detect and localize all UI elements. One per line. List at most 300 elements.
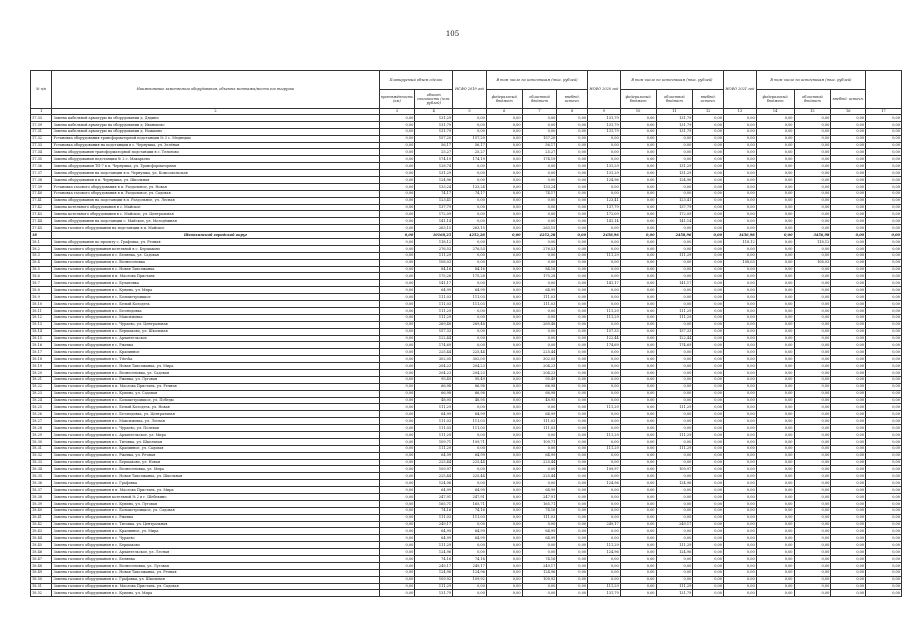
row-name: Замена газового оборудования в с. Чураево, ул. Центральная xyxy=(52,321,379,328)
row-value: 0,00 xyxy=(588,556,621,563)
row-number: 18.19 xyxy=(31,363,52,370)
row-value: 0,00 xyxy=(379,156,415,163)
row-value: 0,00 xyxy=(379,211,415,218)
row-value: 0,00 xyxy=(794,487,831,494)
row-value: 0,00 xyxy=(379,397,415,404)
row-value: 131,29 xyxy=(415,115,453,122)
row-value: 0,00 xyxy=(831,397,866,404)
row-value: 64,99 xyxy=(453,487,487,494)
row-value: 0,00 xyxy=(557,149,588,156)
table-row xyxy=(31,266,902,273)
row-value: 0,00 xyxy=(557,321,588,328)
row-value: 66,98 xyxy=(415,383,453,390)
row-value: 0,00 xyxy=(724,549,757,556)
row-value: 0,00 xyxy=(453,177,487,184)
row-value: 111,29 xyxy=(588,542,621,549)
row-value: 0,00 xyxy=(724,190,757,197)
row-number: 18.21 xyxy=(31,376,52,383)
row-value: 0,00 xyxy=(620,149,656,156)
row-name: Замена газового оборудования в с. Белянка xyxy=(52,556,379,563)
row-value: 0,00 xyxy=(522,211,557,218)
row-value: 0,00 xyxy=(794,452,831,459)
row-value: 0,00 xyxy=(756,549,794,556)
row-value: 0,00 xyxy=(693,528,724,535)
row-value: 0,00 xyxy=(794,294,831,301)
row-value: 0,00 xyxy=(557,390,588,397)
row-value: 0,00 xyxy=(486,397,522,404)
row-value: 0,00 xyxy=(557,404,588,411)
row-value: 0,00 xyxy=(693,562,724,569)
row-value: 111,29 xyxy=(588,445,621,452)
row-value: 0,00 xyxy=(557,245,588,252)
row-value: 0,00 xyxy=(588,301,621,308)
column-index-cell: 17 xyxy=(866,109,902,115)
row-value: 0,00 xyxy=(724,252,757,259)
row-value: 0,00 xyxy=(557,425,588,432)
table-row xyxy=(31,121,902,128)
row-value: 0,00 xyxy=(866,225,902,232)
row-value: 0,00 xyxy=(379,225,415,232)
row-value: 0,00 xyxy=(693,280,724,287)
row-value: 0,00 xyxy=(794,569,831,576)
table-row xyxy=(31,549,902,556)
row-value: 174,19 xyxy=(522,156,557,163)
row-name: Замена газового оборудования в с. Титовка, ул. Школьная xyxy=(52,438,379,445)
row-value: 0,00 xyxy=(620,500,656,507)
row-value: 109,92 xyxy=(522,576,557,583)
row-value: 131,29 xyxy=(656,170,693,177)
row-value: 0,00 xyxy=(831,535,866,542)
row-value: 0,00 xyxy=(831,245,866,252)
row-value: 0,00 xyxy=(831,556,866,563)
row-value: 0,00 xyxy=(379,218,415,225)
row-value: 0,00 xyxy=(724,390,757,397)
row-value: 0,00 xyxy=(557,418,588,425)
row-number: 17.34 xyxy=(31,149,52,156)
row-value: 124,96 xyxy=(415,480,453,487)
table-row xyxy=(31,383,902,390)
row-value: 0,00 xyxy=(486,287,522,294)
row-number: 17.38 xyxy=(31,177,52,184)
row-value: 0,00 xyxy=(831,156,866,163)
row-value: 0,00 xyxy=(379,383,415,390)
row-value: 0,00 xyxy=(756,252,794,259)
header-extra-2020: внебюд. источн. xyxy=(693,90,724,109)
row-name: Замена газового оборудования в с. Безлюдовка xyxy=(52,307,379,314)
row-value: 2458,96 xyxy=(588,232,621,239)
row-value: 0,00 xyxy=(724,500,757,507)
row-value: 0,00 xyxy=(693,314,724,321)
row-value: 0,00 xyxy=(724,197,757,204)
row-value: 0,00 xyxy=(453,342,487,349)
row-value: 0,00 xyxy=(756,225,794,232)
row-value: 0,00 xyxy=(620,438,656,445)
row-value: 74,16 xyxy=(453,507,487,514)
table-row xyxy=(31,301,902,308)
row-value: 0,00 xyxy=(557,266,588,273)
row-value: 0,00 xyxy=(794,466,831,473)
row-value: 0,00 xyxy=(486,418,522,425)
row-name: Замена газового оборудования в с. Вознесеновка xyxy=(52,259,379,266)
row-value: 0,00 xyxy=(486,142,522,149)
row-value: 0,00 xyxy=(486,562,522,569)
row-value: 111,03 xyxy=(453,294,487,301)
row-value: 0,00 xyxy=(756,301,794,308)
row-value: 0,00 xyxy=(486,549,522,556)
row-value: 0,00 xyxy=(866,314,902,321)
row-value: 0,00 xyxy=(557,170,588,177)
row-value: 247,91 xyxy=(453,493,487,500)
row-value: 0,00 xyxy=(522,445,557,452)
row-value: 111,03 xyxy=(415,294,453,301)
row-value: 0,00 xyxy=(724,452,757,459)
row-value: 111,29 xyxy=(656,404,693,411)
row-value: 0,00 xyxy=(756,562,794,569)
row-value: 0,00 xyxy=(588,376,621,383)
row-value: 0,00 xyxy=(866,342,902,349)
row-name: Замена газового оборудования в с. Новая Таволжанка, ул. Мира xyxy=(52,363,379,370)
row-name: Замена газового оборудования в с. Вознесеновка, ул. Луговая xyxy=(52,562,379,569)
row-value: 0,00 xyxy=(831,569,866,576)
row-number: 17.43 xyxy=(31,211,52,218)
row-value: 0,00 xyxy=(656,356,693,363)
row-value: 0,00 xyxy=(756,135,794,142)
row-value: 0,00 xyxy=(486,376,522,383)
table-row xyxy=(31,211,902,218)
row-value: 0,00 xyxy=(866,445,902,452)
row-value: 111,29 xyxy=(415,314,453,321)
row-value: 0,00 xyxy=(724,328,757,335)
row-value: 0,00 xyxy=(379,259,415,266)
row-value: 0,00 xyxy=(486,404,522,411)
row-value: 0,00 xyxy=(379,452,415,459)
row-value: 0,00 xyxy=(831,197,866,204)
row-value: 0,00 xyxy=(656,156,693,163)
table-row xyxy=(31,307,902,314)
row-value: 0,00 xyxy=(756,245,794,252)
table-row xyxy=(31,459,902,466)
row-value: 124,96 xyxy=(415,177,453,184)
row-value: 0,00 xyxy=(379,266,415,273)
row-value: 0,00 xyxy=(831,280,866,287)
row-value: 0,00 xyxy=(794,115,831,122)
row-value: 0,00 xyxy=(486,535,522,542)
row-value: 0,00 xyxy=(724,245,757,252)
row-value: 0,00 xyxy=(693,225,724,232)
row-name: Замена газового оборудования в с. Большетроицкое, ул. Садовая xyxy=(52,507,379,514)
row-number: 18.48 xyxy=(31,562,52,569)
row-name: Замена газового оборудования в с. Купино, ул. Луговая xyxy=(52,500,379,507)
row-value: 0,00 xyxy=(693,369,724,376)
row-value: 0,00 xyxy=(620,383,656,390)
row-value: 131,29 xyxy=(588,170,621,177)
row-value: 123,41 xyxy=(415,197,453,204)
row-value: 0,00 xyxy=(453,128,487,135)
row-value: 0,00 xyxy=(656,514,693,521)
row-number: 18.24 xyxy=(31,397,52,404)
row-value: 0,00 xyxy=(831,128,866,135)
row-value: 133,24 xyxy=(522,183,557,190)
row-value: 0,00 xyxy=(724,307,757,314)
row-value: 124,96 xyxy=(588,549,621,556)
row-value: 0,00 xyxy=(557,307,588,314)
row-value: 0,00 xyxy=(379,473,415,480)
row-value: 0,00 xyxy=(486,321,522,328)
row-value: 0,00 xyxy=(620,183,656,190)
row-value: 3456,98 xyxy=(724,232,757,239)
row-value: 0,00 xyxy=(866,404,902,411)
row-name: Установка газового оборудования в п. Раздольное, ул. Новая xyxy=(52,183,379,190)
row-number: 18.45 xyxy=(31,542,52,549)
row-value: 0,00 xyxy=(756,438,794,445)
row-value: 0,00 xyxy=(724,556,757,563)
row-value: 0,00 xyxy=(693,128,724,135)
row-value: 0,00 xyxy=(831,163,866,170)
row-value: 64,99 xyxy=(522,287,557,294)
row-value: 0,00 xyxy=(620,273,656,280)
row-value: 0,00 xyxy=(724,521,757,528)
row-value: 157,20 xyxy=(415,135,453,142)
row-value: 0,00 xyxy=(379,197,415,204)
table-row xyxy=(31,225,902,232)
row-value: 0,00 xyxy=(620,507,656,514)
row-value: 0,00 xyxy=(794,349,831,356)
row-number: 17.39 xyxy=(31,183,52,190)
row-value: 0,00 xyxy=(693,211,724,218)
row-value: 0,00 xyxy=(724,411,757,418)
row-value: 0,00 xyxy=(724,301,757,308)
row-value: 0,00 xyxy=(557,115,588,122)
row-number: 18.40 xyxy=(31,507,52,514)
row-value: 0,00 xyxy=(724,280,757,287)
row-value: 0,00 xyxy=(620,328,656,335)
row-value: 0,00 xyxy=(557,500,588,507)
row-value: 172,09 xyxy=(415,211,453,218)
header-num: № п/п xyxy=(31,71,52,109)
row-value: 0,00 xyxy=(620,266,656,273)
row-value: 0,00 xyxy=(794,204,831,211)
row-value: 124,96 xyxy=(588,480,621,487)
row-value: 0,00 xyxy=(756,183,794,190)
row-name: Замена оборудования на подстанции с. Майское, ул. Молодёжная xyxy=(52,218,379,225)
row-value: 0,00 xyxy=(620,225,656,232)
row-value: 0,00 xyxy=(557,438,588,445)
column-index-cell: 5 xyxy=(453,109,487,115)
row-value: 0,00 xyxy=(486,590,522,597)
row-value: 0,00 xyxy=(756,177,794,184)
row-value: 0,00 xyxy=(379,493,415,500)
row-value: 0,00 xyxy=(866,514,902,521)
header-length: протяжённость (км) xyxy=(379,90,415,109)
row-value: 0,00 xyxy=(453,115,487,122)
row-value: 0,00 xyxy=(756,383,794,390)
row-value: 0,00 xyxy=(693,452,724,459)
row-value: 0,00 xyxy=(486,583,522,590)
row-value: 0,00 xyxy=(831,301,866,308)
row-value: 0,00 xyxy=(794,280,831,287)
row-value: 0,00 xyxy=(724,397,757,404)
row-value: 74,17 xyxy=(453,190,487,197)
row-value: 0,00 xyxy=(693,190,724,197)
row-value: 0,00 xyxy=(693,480,724,487)
row-value: 0,00 xyxy=(794,211,831,218)
row-name: Замена оборудования в п. Чернушка, ул. Школьная xyxy=(52,177,379,184)
row-value: 0,00 xyxy=(656,535,693,542)
row-value: 0,00 xyxy=(557,328,588,335)
row-value: 111,29 xyxy=(415,542,453,549)
row-number: 18.43 xyxy=(31,528,52,535)
row-value: 0,00 xyxy=(831,493,866,500)
row-value: 0,00 xyxy=(486,135,522,142)
row-value: 64,99 xyxy=(415,452,453,459)
row-value: 276,53 xyxy=(453,245,487,252)
row-value: 0,00 xyxy=(620,569,656,576)
row-value: 0,00 xyxy=(620,356,656,363)
row-value: 0,00 xyxy=(724,273,757,280)
row-value: 0,00 xyxy=(620,204,656,211)
row-value: 0,00 xyxy=(453,583,487,590)
row-number: 18.41 xyxy=(31,514,52,521)
row-value: 111,29 xyxy=(656,431,693,438)
column-index-cell: 2 xyxy=(52,109,379,115)
row-value: 0,00 xyxy=(588,266,621,273)
row-value: 0,00 xyxy=(693,245,724,252)
row-value: 0,00 xyxy=(379,376,415,383)
row-value: 0,00 xyxy=(656,369,693,376)
row-value: 0,00 xyxy=(557,583,588,590)
row-value: 0,00 xyxy=(756,266,794,273)
row-value: 111,29 xyxy=(415,583,453,590)
row-value: 0,00 xyxy=(486,128,522,135)
row-value: 0,00 xyxy=(831,576,866,583)
row-value: 0,00 xyxy=(831,121,866,128)
row-value: 0,00 xyxy=(756,328,794,335)
row-value: 0,00 xyxy=(831,363,866,370)
row-value: 0,00 xyxy=(379,232,415,239)
row-value: 249,17 xyxy=(453,562,487,569)
row-value: 137,79 xyxy=(588,204,621,211)
header-empty xyxy=(866,71,902,109)
row-value: 0,00 xyxy=(486,349,522,356)
row-name: Замена газового оборудования котельной № 2 в г. Шебекино xyxy=(52,493,379,500)
row-value: 0,00 xyxy=(693,321,724,328)
row-value: 111,03 xyxy=(453,425,487,432)
table-row xyxy=(31,542,902,549)
row-value: 0,00 xyxy=(866,459,902,466)
row-value: 0,00 xyxy=(656,183,693,190)
row-value: 0,00 xyxy=(831,562,866,569)
row-value: 276,53 xyxy=(522,245,557,252)
row-number: 18.34 xyxy=(31,466,52,473)
row-value: 0,00 xyxy=(831,480,866,487)
table-row xyxy=(31,473,902,480)
row-value: 0,00 xyxy=(724,135,757,142)
row-value: 108,03 xyxy=(794,259,831,266)
row-name: Замена оборудования на подстанции в п. Чернушка, ул. Комсомольская xyxy=(52,170,379,177)
row-value: 204,23 xyxy=(522,369,557,376)
row-value: 0,00 xyxy=(831,232,866,239)
row-value: 0,00 xyxy=(557,239,588,246)
row-value: 0,00 xyxy=(379,390,415,397)
table-row xyxy=(31,156,902,163)
row-value: 0,00 xyxy=(588,349,621,356)
row-value: 0,00 xyxy=(693,239,724,246)
row-value: 0,00 xyxy=(693,197,724,204)
row-value: 0,00 xyxy=(866,142,902,149)
row-value: 0,00 xyxy=(379,170,415,177)
row-value: 0,00 xyxy=(724,314,757,321)
row-value: 74,17 xyxy=(415,190,453,197)
investment-table xyxy=(30,70,902,597)
row-value: 0,00 xyxy=(794,266,831,273)
row-number: 18.30 xyxy=(31,438,52,445)
row-value: 0,00 xyxy=(486,466,522,473)
row-value: 0,00 xyxy=(831,459,866,466)
row-value: 0,00 xyxy=(557,383,588,390)
row-value: 0,00 xyxy=(794,218,831,225)
row-value: 0,00 xyxy=(866,170,902,177)
row-value: 0,00 xyxy=(379,183,415,190)
row-value: 0,00 xyxy=(866,356,902,363)
column-index-cell: 9 xyxy=(588,109,621,115)
row-value: 0,00 xyxy=(379,307,415,314)
column-index-cell: 7 xyxy=(522,109,557,115)
row-value: 0,00 xyxy=(794,363,831,370)
row-value: 0,00 xyxy=(588,356,621,363)
row-value: 0,00 xyxy=(831,177,866,184)
row-value: 0,00 xyxy=(620,487,656,494)
row-value: 124,96 xyxy=(522,569,557,576)
row-value: 0,00 xyxy=(522,549,557,556)
row-name: Замена газового оборудования в с. Максимовка, ул. Лесная xyxy=(52,418,379,425)
row-value: 0,00 xyxy=(866,301,902,308)
row-value: 0,00 xyxy=(453,170,487,177)
row-value: 131,79 xyxy=(588,590,621,597)
row-value: 0,00 xyxy=(831,259,866,266)
row-value: 0,00 xyxy=(486,425,522,432)
table-row xyxy=(31,369,902,376)
row-value: 0,00 xyxy=(831,321,866,328)
row-value: 124,96 xyxy=(656,480,693,487)
header-name: Наименование заменяемого оборудования, объекта монтажа/места его выгрузки xyxy=(52,71,379,109)
table-row xyxy=(31,163,902,170)
row-value: 0,00 xyxy=(756,500,794,507)
row-value: 0,00 xyxy=(656,376,693,383)
row-value: 111,29 xyxy=(588,404,621,411)
row-value: 0,00 xyxy=(756,363,794,370)
row-value: 247,91 xyxy=(522,493,557,500)
column-index-cell: 6 xyxy=(486,109,522,115)
row-value: 74,16 xyxy=(415,507,453,514)
row-number: 17.33 xyxy=(31,115,52,122)
row-value: 0,00 xyxy=(724,590,757,597)
row-value: 111,29 xyxy=(415,307,453,314)
column-index-cell: 4 xyxy=(415,109,453,115)
column-index-cell: 14 xyxy=(756,109,794,115)
row-value: 0,00 xyxy=(656,383,693,390)
row-value: 0,00 xyxy=(756,369,794,376)
row-value: 0,00 xyxy=(831,356,866,363)
row-value: 0,00 xyxy=(866,549,902,556)
row-value: 204,23 xyxy=(453,369,487,376)
row-value: 0,00 xyxy=(866,390,902,397)
row-value: 0,00 xyxy=(379,349,415,356)
row-value: 66,98 xyxy=(522,383,557,390)
row-value: 263,15 xyxy=(522,225,557,232)
row-value: 0,00 xyxy=(831,521,866,528)
row-value: 0,00 xyxy=(794,328,831,335)
row-value: 0,00 xyxy=(866,307,902,314)
